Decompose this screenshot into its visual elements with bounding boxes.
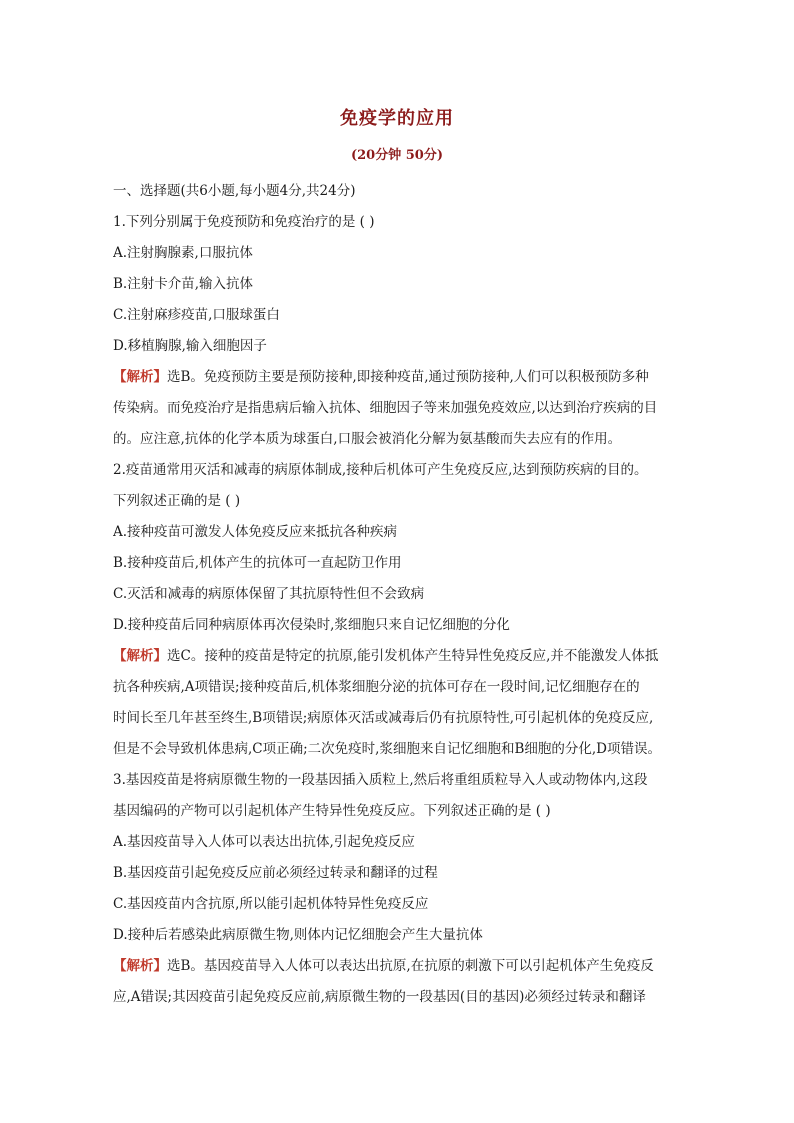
analysis-line: 时间长至几年甚至终生,B项错误;病原体灭活或减毒后仍有抗原特性,可引起机体的免疫反应, — [113, 710, 654, 726]
option-d: D.接种疫苗后同种病原体再次侵染时,浆细胞只来自记忆细胞的分化 — [113, 617, 510, 633]
analysis-line: 的。应注意,抗体的化学本质为球蛋白,口服会被消化分解为氨基酸而失去应有的作用。 — [113, 431, 622, 447]
document-body — [113, 176, 685, 1013]
option-b: B.注射卡介苗,输入抗体 — [113, 276, 254, 292]
analysis-tag: 【解析】 — [113, 648, 167, 664]
analysis-line: 应,A错误;其因疫苗引起免疫反应前,病原微生物的一段基因(目的基因)必须经过转录和翻译 — [113, 989, 646, 1005]
option-a: A.接种疫苗可激发人体免疫反应来抵抗各种疾病 — [113, 524, 398, 540]
option-b: B.接种疫苗后,机体产生的抗体可一直起防卫作用 — [113, 555, 402, 571]
question-3 — [113, 765, 685, 1013]
page-subtitle: (20分钟 50分) — [350, 148, 443, 163]
question-stem: 下列叙述正确的是 ( ) — [113, 493, 241, 509]
analysis-line: 【解析】选B。免疫预防主要是预防接种,即接种疫苗,通过预防接种,人们可以积极预防多种 — [113, 369, 649, 385]
analysis-tag: 【解析】 — [113, 958, 167, 974]
analysis-line: 【解析】选C。接种的疫苗是特定的抗原,能引发机体产生特异性免疫反应,并不能激发人体抵 — [113, 648, 659, 664]
option-b: B.基因疫苗引起免疫反应前必须经过转录和翻译的过程 — [113, 865, 438, 881]
analysis-tag: 【解析】 — [113, 369, 167, 385]
question-1 — [113, 207, 685, 455]
question-2 — [113, 455, 685, 765]
question-stem: 2.疫苗通常用灭活和减毒的病原体制成,接种后机体可产生免疫反应,达到预防疾病的目的。 — [113, 462, 648, 478]
analysis-line: 传染病。而免疫治疗是指患病后输入抗体、细胞因子等来加强免疫效应,以达到治疗疾病的目 — [113, 400, 658, 416]
question-stem: 1.下列分别属于免疫预防和免疫治疗的是 ( ) — [113, 214, 375, 230]
analysis-line: 【解析】选B。基因疫苗导入人体可以表达出抗原,在抗原的刺激下可以引起机体产生免疫反 — [113, 958, 654, 974]
analysis-line: 抗各种疾病,A项错误;接种疫苗后,机体浆细胞分泌的抗体可存在一段时间,记忆细胞存在的 — [113, 679, 640, 695]
option-c: C.灭活和减毒的病原体保留了其抗原特性但不会致病 — [113, 586, 425, 602]
option-c: C.注射麻疹疫苗,口服球蛋白 — [113, 307, 280, 323]
section-heading: 一、选择题(共6小题,每小题4分,共24分) — [113, 183, 356, 199]
page-title: 免疫学的应用 — [340, 108, 454, 129]
option-a: A.注射胸腺素,口服抗体 — [113, 245, 253, 261]
option-d: D.移植胸腺,输入细胞因子 — [113, 338, 267, 354]
question-stem: 3.基因疫苗是将病原微生物的一段基因插入质粒上,然后将重组质粒导入人或动物体内,这段 — [113, 772, 648, 788]
option-a: A.基因疫苗导入人体可以表达出抗体,引起免疫反应 — [113, 834, 415, 850]
analysis-line: 但是不会导致机体患病,C项正确;二次免疫时,浆细胞来自记忆细胞和B细胞的分化,D项错误。 — [113, 741, 661, 757]
question-stem: 基因编码的产物可以引起机体产生特异性免疫反应。下列叙述正确的是 ( ) — [113, 803, 551, 819]
option-d: D.接种后若感染此病原微生物,则体内记忆细胞会产生大量抗体 — [113, 927, 483, 943]
option-c: C.基因疫苗内含抗原,所以能引起机体特异性免疫反应 — [113, 896, 429, 912]
